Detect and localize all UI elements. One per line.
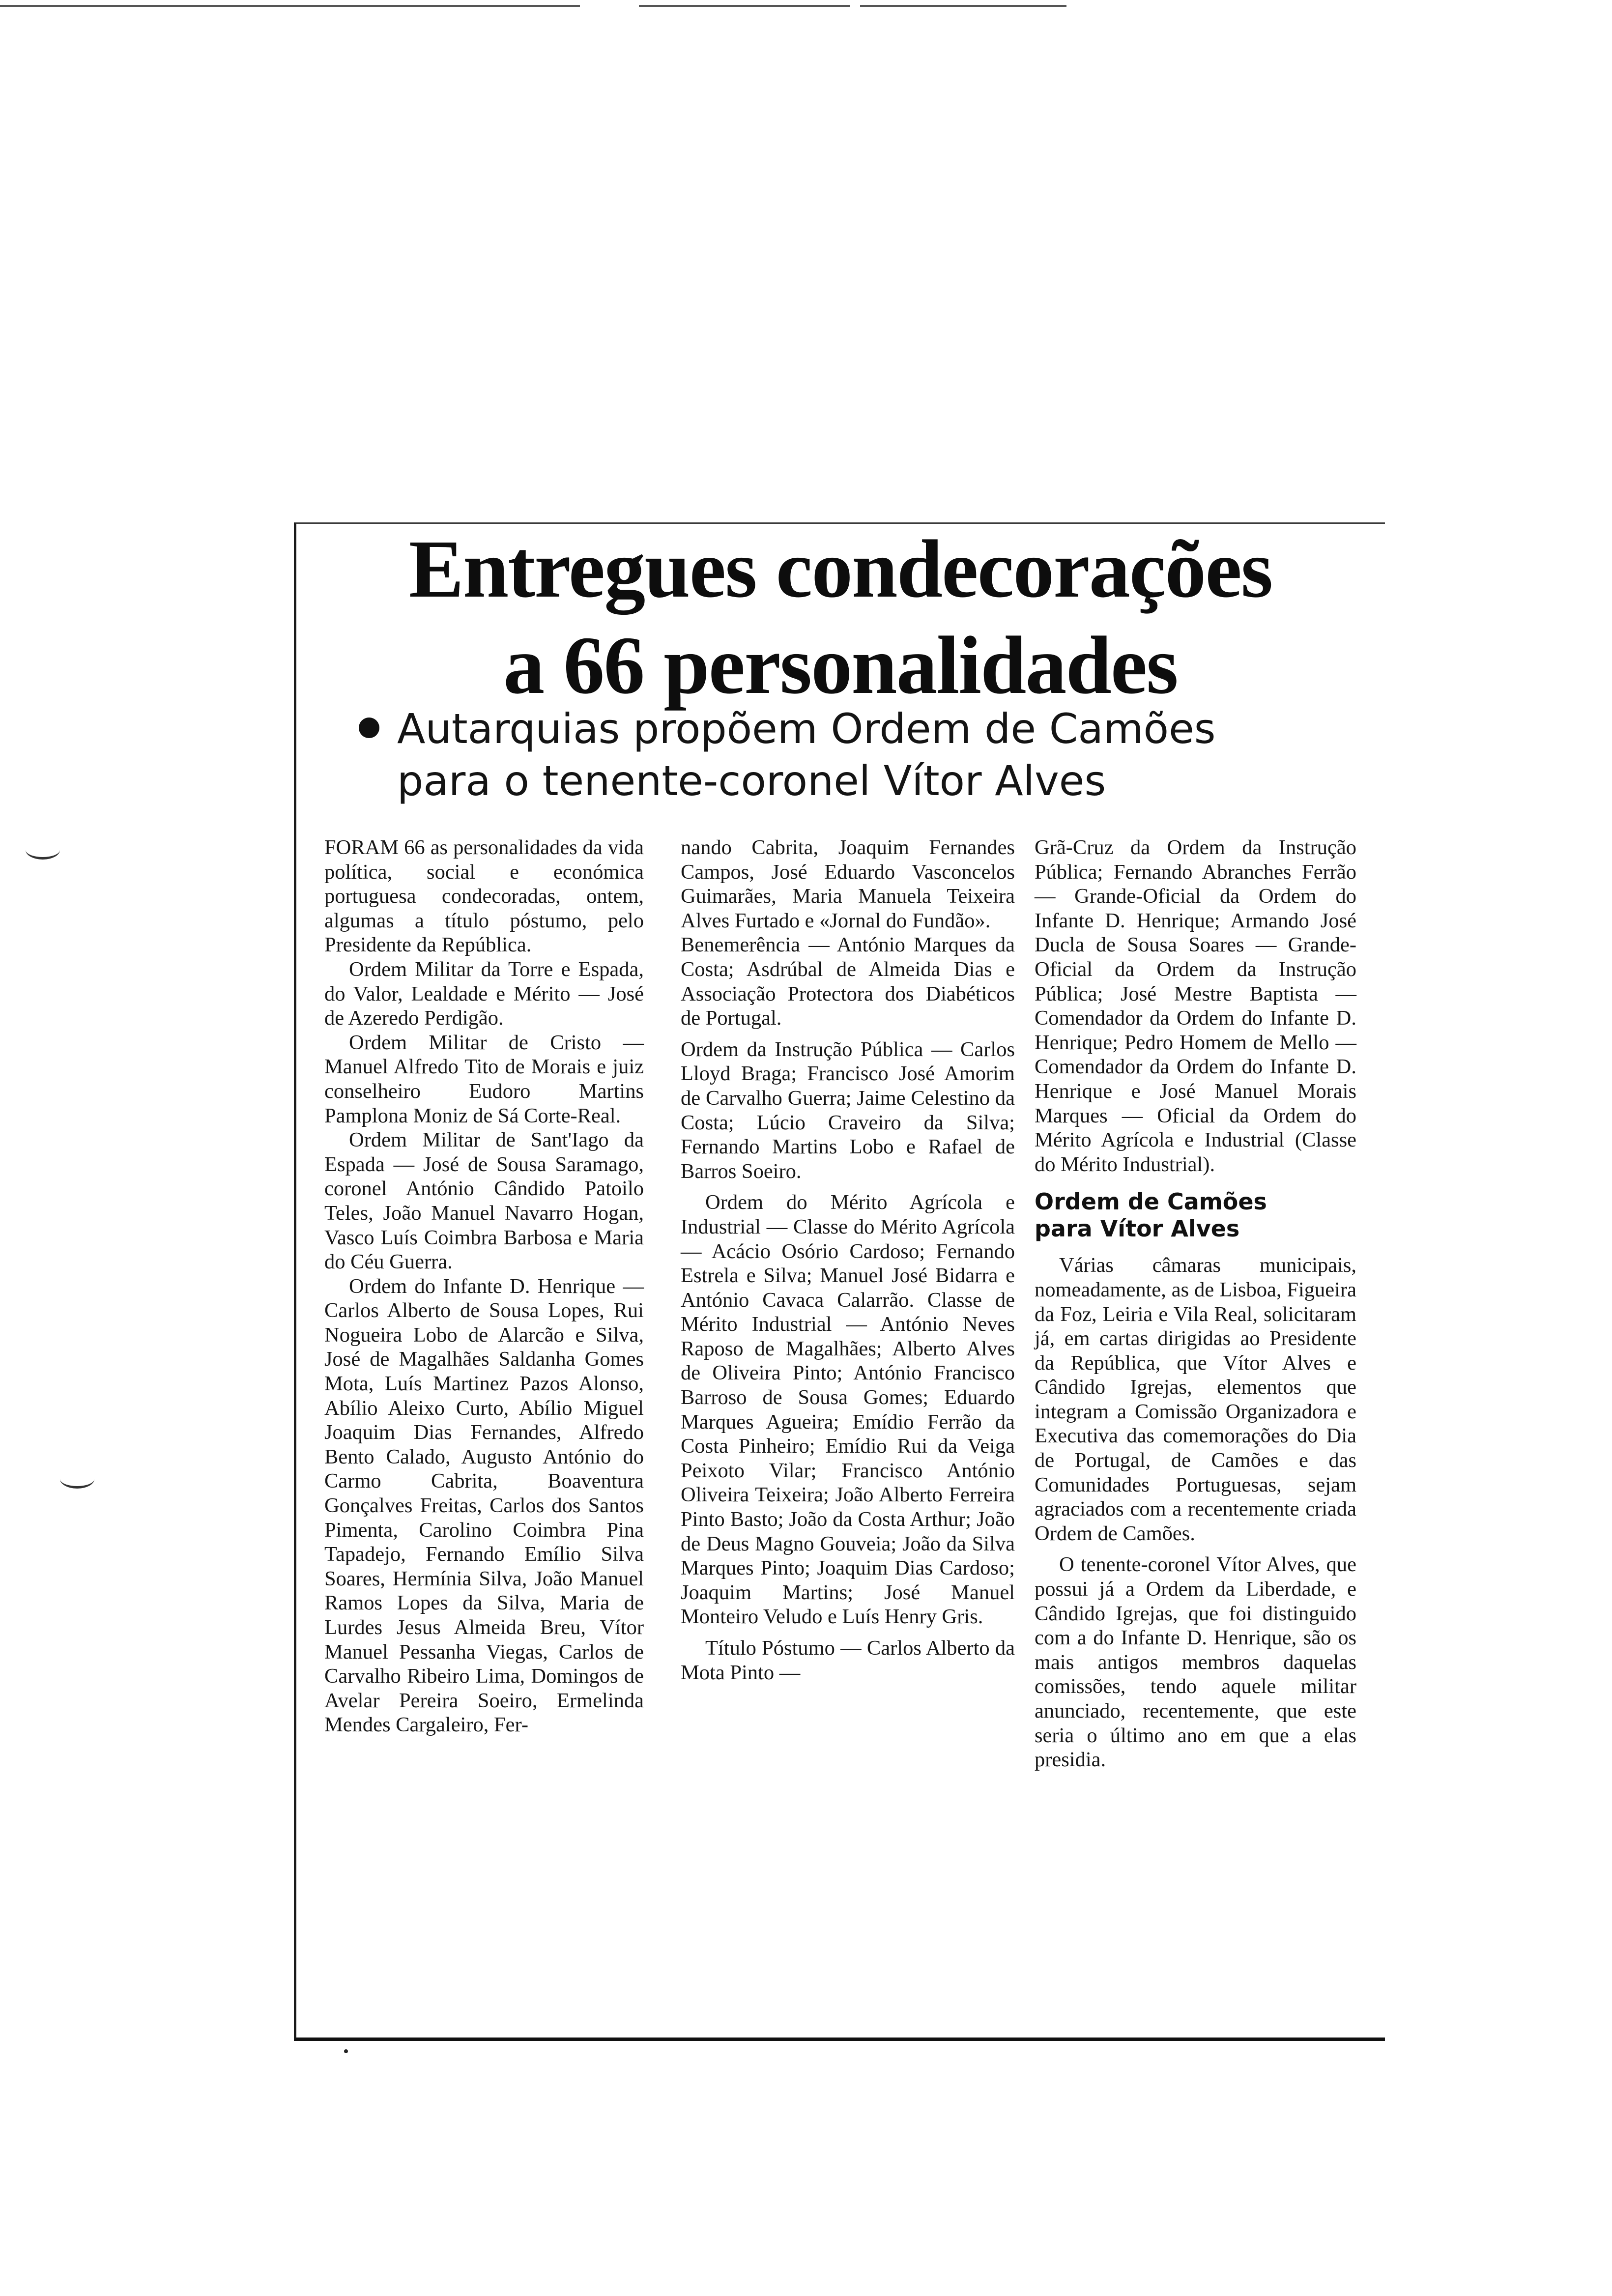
article-subheading (354, 703, 1386, 807)
body-paragraph: Grã-Cruz da Ordem da Instrução Pública; Fernando Abranches Ferrão — Grande-Oficial da Ordem do Infante D. Henrique; Armando José Ducla de Sousa Soares — Grande-Oficial da Ordem da Instrução Pública; José Mestre Baptista — Comendador da Ordem do Infante D. Henrique; Pedro Homem de Mello — Comendador da Ordem do Infante D. Henrique e José Manuel Morais Marques — Oficial da Ordem do Mérito Agrícola e Industrial (Classe do Mérito Industrial). (1035, 836, 1356, 1176)
scan-top-line (0, 5, 580, 7)
bullet-icon (359, 718, 379, 738)
section-heading (1035, 1188, 1356, 1242)
body-paragraph: Ordem Militar de Sant'Iago da Espada — José de Sousa Saramago, coronel António Cândido Patoilo Teles, João Manuel Navarro Hogan, Vasco Luís Coimbra Barbosa e Maria do Céu Guerra. (324, 1128, 644, 1274)
subheading-line-2: para o tenente-coronel Vítor Alves (397, 757, 1106, 805)
subheading-line-1: Autarquias propõem Ordem de Camões (397, 705, 1216, 753)
section-heading-line-2: para Vítor Alves (1035, 1215, 1240, 1242)
article-column-2 (681, 835, 1015, 1685)
body-paragraph: Benemerência — António Marques da Costa; Asdrúbal de Almeida Dias e Associação Protectora dos Diabéticos de Portugal. (681, 933, 1015, 1030)
scan-margin-mark (60, 1469, 94, 1489)
body-paragraph: Várias câmaras municipais, nomeadamente, as de Lisboa, Figueira da Foz, Leiria e Vila Real, solicitaram já, em cartas dirigidas ao Presidente da República, que Vítor Alves e Cândido Igrejas, elementos que integram a Comissão Organizadora e Executiva das comemorações do Dia de Portugal, de Camões e das Comunidades Portuguesas, sejam agraciados com a recentemente criada Ordem de Camões. (1035, 1254, 1356, 1545)
body-paragraph: Título Póstumo — Carlos Alberto da Mota Pinto — (681, 1636, 1015, 1684)
body-paragraph: Ordem da Instrução Pública — Carlos Lloyd Braga; Francisco José Amorim de Carvalho Guerra; Jaime Celestino da Costa; Lúcio Craveiro da Silva; Fernando Martins Lobo e Rafael de Barros Soeiro. (681, 1037, 1015, 1183)
article-column-3 (1035, 835, 1356, 1772)
article-column-1 (324, 835, 644, 1737)
scan-dot (344, 2049, 348, 2053)
body-paragraph: Ordem do Mérito Agrícola e Industrial — Classe do Mérito Agrícola — Acácio Osório Cardoso; Fernando Estrela e Silva; Manuel José Bidarra e António Cavaca Calarrão. Classe de Mérito Industrial — António Neves Raposo de Magalhães; Alberto Alves de Oliveira Pinto; António Francisco Barroso de Sousa Gomes; Eduardo Marques Agueira; Emídio Ferrão da Costa Pinheiro; Emídio Rui da Veiga Peixoto Vilar; Francisco António Oliveira Teixeira; João Alberto Ferreira Pinto Basto; João da Costa Arthur; João de Deus Magno Gouveia; João da Silva Marques Pinto; Joaquim Dias Cardoso; Joaquim Martins; José Manuel Monteiro Veludo e Luís Henry Gris. (681, 1191, 1015, 1629)
headline-line-1: Entregues condecorações (408, 523, 1272, 615)
scan-top-line (860, 5, 1066, 7)
body-paragraph: nando Cabrita, Joaquim Fernandes Campos, José Eduardo Vasconcelos Guimarães, Maria Manuela Teixeira Alves Furtado e «Jornal do Fundão». (681, 836, 1015, 932)
scan-top-line (639, 5, 850, 7)
body-paragraph: O tenente-coronel Vítor Alves, que possui já a Ordem da Liberdade, e Cândido Igrejas, que foi distinguido com a do Infante D. Henrique, são os mais antigos membros daquelas comissões, tendo aquele militar anunciado, recentemente, que este seria o último ano em que a elas presidia. (1035, 1553, 1356, 1772)
section-heading-line-1: Ordem de Camões (1035, 1188, 1267, 1215)
headline-line-2: a 66 personalidades (503, 620, 1178, 711)
body-paragraph: Ordem do Infante D. Henrique — Carlos Alberto de Sousa Lopes, Rui Nogueira Lobo de Alarcão e Silva, José de Magalhães Saldanha Gomes Mota, Luís Martinez Pazos Alonso, Abílio Aleixo Curto, Abílio Miguel Joaquim Dias Fernandes, Alfredo Bento Calado, Augusto António do Carmo Cabrita, Boaventura Gonçalves Freitas, Carlos dos Santos Pimenta, Carolino Coimbra Pina Tapadejo, Fernando Emílio Silva Soares, Hermínia Silva, João Manuel Ramos Lopes da Silva, Maria de Lurdes Jesus Almeida Breu, Vítor Manuel Pessanha Viegas, Carlos de Carvalho Ribeiro Lima, Domingos de Avelar Pereira Soeiro, Ermelinda Mendes Cargaleiro, Fer- (324, 1274, 644, 1737)
scan-margin-mark (26, 840, 60, 860)
body-paragraph: Ordem Militar da Torre e Espada, do Valor, Lealdade e Mérito — José de Azeredo Perdigão. (324, 957, 644, 1030)
body-paragraph: FORAM 66 as personalidades da vida política, social e económica portuguesa condecoradas, ontem, algumas a título póstumo, pelo Presidente da República. (324, 836, 644, 957)
body-paragraph: Ordem Militar de Cristo — Manuel Alfredo Tito de Morais e juiz conselheiro Eudoro Martins Pamplona Moniz de Sá Corte-Real. (324, 1031, 644, 1127)
article-headline (300, 521, 1381, 714)
